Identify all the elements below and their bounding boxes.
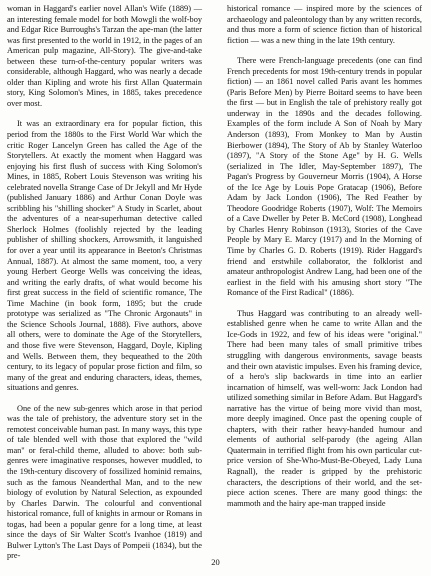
page-number: 20 (211, 557, 220, 567)
paragraph: It was an extraordinary era for popular fiction, this period from the 1880s to the First World War which the critic Roger Lancelyn Green has called the Age of the Storytellers. At exactly the moment when Haggard was enjoying his first flush of success with King Solomon's Mines, in 1885, Robert Louis Stevenson was writing his celebrated novella Strange Case of Dr Jekyll and Mr Hyde (published January 1886) and Arthur Conan Doyle was scribbling his "shilling shocker" A Study in Scarlet, about the adventures of a near-superhuman detective called Sherlock Holmes (foolishly rejected by the leading publisher of shilling shockers, Arrowsmith, it languished for over a year until its appearance in Beeton's Christmas Annual, 1887). At almost the same moment, too, a very young Herbert George Wells was conceiving the ideas, and writing the early drafts, of what would become his first great success in the field of scientific romance, The Time Machine (in book form, 1895; but the crude prototype was serialized as "The Chronic Argonauts" in the Science Schools Journal, 1888). Five authors, above all others, were to dominate the Age of the Storytellers, and those five were Stevenson, Haggard, Doyle, Kipling and Wells. Between them, they bequeathed to the 20th century, to its legacy of popular prose fiction and film, so many of the great and enduring characters, ideas, themes, situations and genres. (7, 119, 202, 393)
paragraph: Thus Haggard was contributing to an already well-established genre when he came to write Allan and the Ice-Gods in 1922, and few of his ideas were "original." There had been many tales of small primitive tribes struggling with dangerous environments, savage beasts and their own atavistic impulses. Even his framing device, of a hero's slip backwards in time into an earlier incarnation of himself, was well-worn: Jack London had utilized something similar in Before Adam. But Haggard's narrative has the virtue of being more vivid than most, more deeply imagined. Once past the opening couple of chapters, with their rather heavy-handed humour and elements of authorial self-parody (the ageing Allan Quatermain in terrified flight from his own particular cut-price version of She-Who-Must-Be-Obeyed, Lady Luna Ragnall), the reader is gripped by the prehistoric characters, the descriptions of their world, and the set-piece action scenes. There are many good things: the mammoth and the hairy ape-man trapped inside (227, 308, 422, 508)
paragraph: historical romance — inspired more by the sciences of archaeology and paleontology than by any written records, and thus more a form of science fiction than of historical fiction — was a new thing in the late 19th century. (227, 4, 422, 45)
left-column (7, 4, 202, 562)
paragraph: One of the new sub-genres which arose in that period was the tale of prehistory, the adventure story set in the remotest conceivable human past. In many ways, this type of tale blended well with those that explored the "wild man" or feral-child theme, alluded to above: both sub-genres were imaginative responses, however muddled, to the 19th-century discovery of fossilized hominid remains, such as the famous Neanderthal Man, and to the new biology of evolution by Natural Selection, as expounded by Charles Darwin. The colourful and conventional historical romance, full of knights in armour or Romans in togas, had been a popular genre for a long time, at least since the days of Sir Walter Scott's Ivanhoe (1819) and Bulwer Lytton's The Last Days of Pompeii (1834), but the pre- (7, 403, 202, 561)
right-column (227, 4, 422, 509)
paragraph: There were French-language precedents (one can find French precedents for most 19th-century trends in popular fiction) — an 1861 novel called Paris avant les hommes (Paris Before Men) by Pierre Boitard seems to have been the first — but in English the tale of prehistory really got underway in the 1890s and the decades following. Examples of the form include A Son of Noah by Mary Anderson (1893), From Monkey to Man by Austin Bierbower (1894), The Story of Ab by Stanley Waterloo (1897), "A Story of the Stone Age" by H. G. Wells (serialized in The Idler, May-September 1897), The Pagan's Progress by Gouverneur Morris (1904), A Horse of the Ice Age by Louis Pope Gratacap (1906), Before Adam by Jack London (1906), The Red Feather by Theodore Goodridge Roberts (1907), Wolf: The Memoirs of a Cave Dweller by Peter B. McCord (1908), Longhead by Charles Henry Robinson (1913), Stories of the Cave People by Mary E. Marcy (1917) and In the Morning of Time by Charles G. D. Roberts (1919). Rider Haggard's friend and erstwhile collaborator, the folklorist and amateur anthropologist Andrew Lang, had been one of the earliest in the field with his amusing short story "The Romance of the First Radical" (1886). (227, 56, 422, 298)
paragraph: woman in Haggard's earlier novel Allan's Wife (1889) — an interesting female model for both Mowgli the wolf-boy and Edgar Rice Burroughs's Tarzan the ape-man (the latter was first presented to the world in 1912, in the pages of an American pulp magazine, All-Story). The give-and-take between these turn-of-the-century popular writers was considerable, although Haggard, who was nearly a decade older than Kipling and wrote his first Allan Quatermain story, King Solomon's Mines, in 1885, takes precedence over most. (7, 4, 202, 108)
